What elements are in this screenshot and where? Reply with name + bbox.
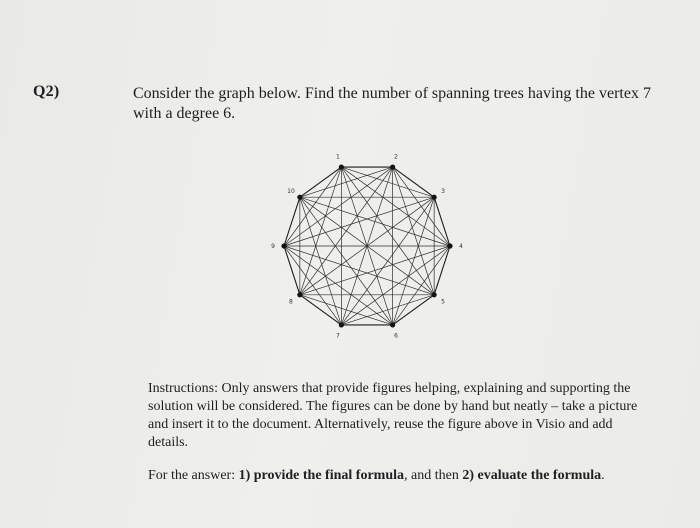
answer-middle: , and then [404,468,463,483]
question-number: Q2) [33,83,60,100]
vertex-5 [432,292,437,297]
edge-2-10 [300,167,393,197]
edge-3-4 [434,197,450,246]
edge-7-10 [300,197,342,325]
graph-edges [284,167,450,325]
edge-6-8 [300,295,393,325]
edge-3-9 [284,197,434,246]
instructions-paragraph: Instructions: Only answers that provide figures helping, explaining and supporting the solution will be considered. The figures can be done by hand but neatly – take a picture and insert it to the document. Alternatively, reuse the figure above in Visio and add details. [148,381,638,450]
answer-suffix: . [601,468,605,483]
vertex-3 [432,195,437,200]
vertex-label-2: 2 [394,153,398,161]
vertex-9 [281,243,286,248]
vertex-1 [339,164,344,169]
vertex-label-7: 7 [336,332,340,340]
vertex-6 [390,322,395,327]
vertex-label-9: 9 [271,243,275,250]
vertex-label-1: 1 [336,153,340,161]
edge-4-7 [341,246,450,325]
question-line-1: Consider the graph below. Find the number of spanning trees having the vertex 7 [133,85,651,102]
edge-7-8 [300,295,342,325]
edge-1-10 [300,167,342,197]
edge-5-7 [341,295,434,325]
edge-6-10 [300,197,393,325]
vertex-label-10: 10 [287,187,295,195]
edge-6-9 [284,246,393,325]
vertex-4 [447,243,452,248]
vertex-7 [339,322,344,327]
answer-paragraph [148,467,668,485]
vertex-label-3: 3 [441,187,445,195]
vertex-label-6: 6 [394,332,398,340]
edge-4-5 [434,246,450,295]
edge-3-6 [393,197,435,325]
question-text [133,84,673,124]
vertex-2 [390,164,395,169]
vertex-label-8: 8 [289,298,293,306]
edge-4-8 [300,246,450,295]
edge-2-9 [284,167,393,246]
vertex-label-4: 4 [459,243,463,250]
vertex-label-5: 5 [441,298,445,306]
edge-1-8 [300,167,342,295]
edge-2-5 [393,167,435,295]
complete-graph-figure [262,136,472,346]
edge-8-9 [284,246,300,295]
edge-9-10 [284,197,300,246]
vertex-8 [297,292,302,297]
edge-5-6 [393,295,435,325]
answer-step-2: 2) evaluate the formula [462,468,602,483]
answer-prefix: For the answer: [148,468,239,483]
vertex-10 [297,195,302,200]
answer-step-1: 1) provide the final formula [238,468,404,483]
edge-4-10 [300,197,450,246]
edge-2-3 [393,167,435,197]
edge-5-9 [284,246,434,295]
question-line-2: with a degree 6. [133,105,236,122]
edge-7-9 [284,246,341,325]
edge-1-4 [341,167,450,246]
